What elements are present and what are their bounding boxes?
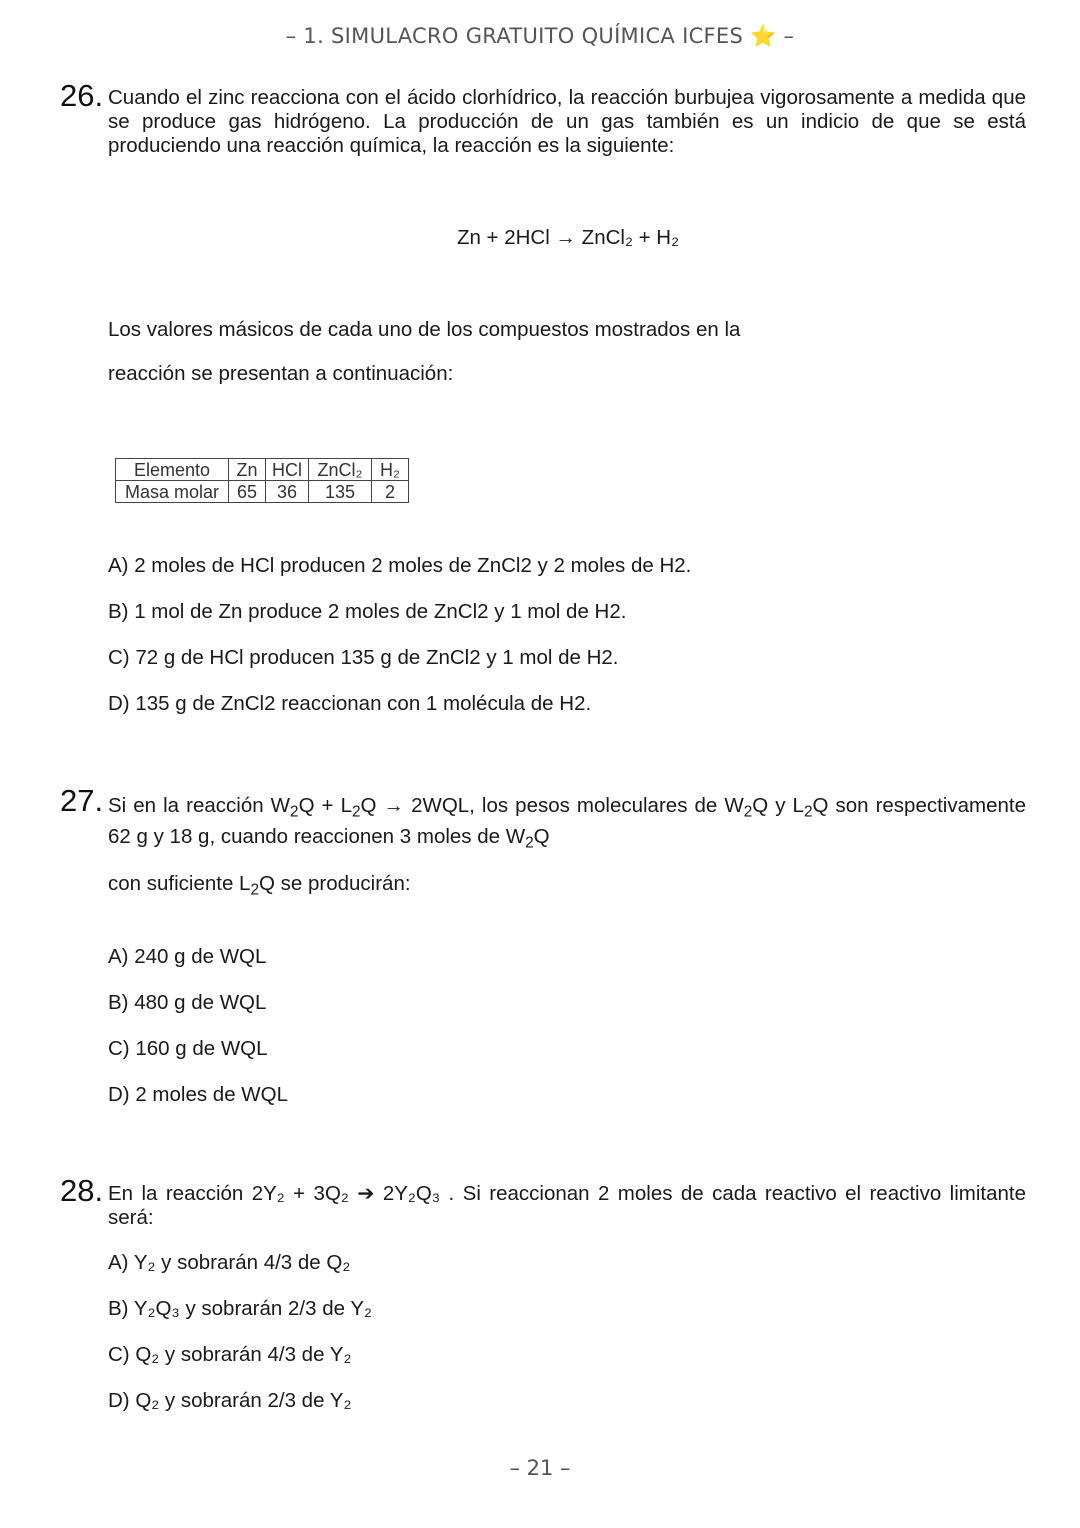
table-cell: 36 [266,481,309,503]
question-28-option-d: D) Q₂ y sobrarán 2/3 de Y₂ [108,1389,352,1412]
table-header-cell: Zn [229,459,266,481]
page-header [0,24,1080,49]
table-cell: Masa molar [116,481,229,503]
question-27-line-2: con suficiente $L_2Q$ se producirán: [108,872,411,899]
question-28-option-c: C) Q₂ y sobrarán 4/3 de Y₂ [108,1343,352,1366]
question-27-text: Si en la reacción $W_2Q + L_2Q \to 2WQL$, los pesos moleculares de $W_2Q$ y $L_2Q$ son respectivamente 62 g y 18 g, cuando reaccionen 3 moles de $W_2Q$ [108,794,1026,852]
question-28-option-a: A) Y₂ y sobrarán 4/3 de Q₂ [108,1251,351,1274]
question-26-option-d: D) 135 g de ZnCl2 reaccionan con 1 molécula de H2. [108,692,592,715]
header-title: – 1. SIMULACRO GRATUITO QUÍMICA ICFES [285,24,744,48]
question-28-text: En la reacción 2Y₂ + 3Q₂ ➔ 2Y₂Q₃ . Si reaccionan 2 moles de cada reactivo el reactivo limitante será: [108,1182,1026,1229]
question-26-option-a: A) 2 moles de HCl producen 2 moles de ZnCl2 y 2 moles de H2. [108,554,692,577]
table-row [116,481,409,503]
star-icon: ⭐ [750,24,777,48]
question-27-option-c: C) 160 g de WQL [108,1037,268,1060]
question-27-option-b: B) 480 g de WQL [108,991,267,1014]
question-28-option-b: B) Y₂Q₃ y sobrarán 2/3 de Y₂ [108,1297,372,1320]
table-header-cell: ZnCl₂ [309,459,372,481]
table-cell: 2 [372,481,409,503]
table-header-cell: H₂ [372,459,409,481]
question-26-equation: Zn + 2HCl → ZnCl₂ + H₂ [456,226,680,249]
table-header-cell: Elemento [116,459,229,481]
molar-mass-table [115,458,409,503]
question-27-number: 27. [60,783,104,818]
question-26-line-1: Los valores másicos de cada uno de los compuestos mostrados en la [108,318,741,341]
question-26-option-c: C) 72 g de HCl producen 135 g de ZnCl2 y 1 mol de H2. [108,646,619,669]
question-27-option-a: A) 240 g de WQL [108,945,267,968]
question-26-number: 26. [60,78,104,113]
question-26-text: Cuando el zinc reacciona con el ácido clorhídrico, la reacción burbujea vigorosamente a medida que se produce gas hidrógeno. La producción de un gas también es un indicio de que se está produciendo una reacción química, la reacción es la siguiente: [108,86,1026,157]
table-header-row [116,459,409,481]
question-26-line-2: reacción se presentan a continuación: [108,362,454,385]
question-26-option-b: B) 1 mol de Zn produce 2 moles de ZnCl2 y 1 mol de H2. [108,600,627,623]
question-27-option-d: D) 2 moles de WQL [108,1083,288,1106]
question-28-number: 28. [60,1173,104,1208]
page-number: – 21 – [509,1456,571,1480]
header-suffix: – [783,24,795,48]
table-cell: 65 [229,481,266,503]
table-header-cell: HCl [266,459,309,481]
table-cell: 135 [309,481,372,503]
